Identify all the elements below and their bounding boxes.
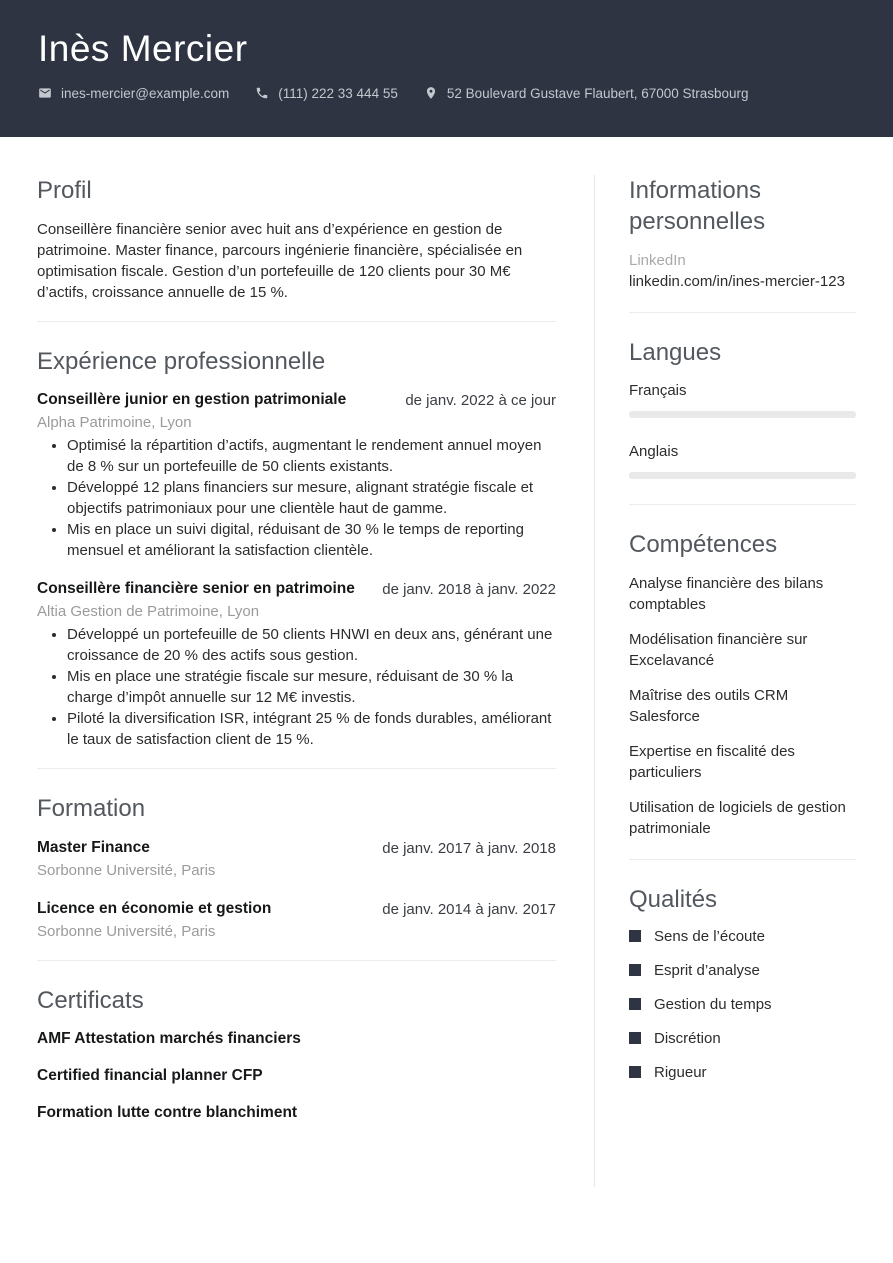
experience-entry-head [37,390,556,411]
personal-info-title: Informations personnelles [629,177,766,236]
section-divider [629,859,856,860]
quality-item [629,962,856,979]
degree-name: Licence en économie et gestion [37,899,272,917]
language-item [629,382,856,418]
school-name: Sorbonne Université, Paris [37,861,216,879]
section-divider [37,768,556,769]
section-divider [629,312,856,313]
quality-label: Sens de l’écoute [654,927,765,945]
job-bullet-list [67,435,556,561]
job-bullet: • Mis en place une stratégie fiscale sur mesure, réduisant de 30 % la charge d’impôt annuelle sur 12 M€ investis. [67,666,556,708]
quality-label: Discrétion [654,1029,721,1047]
section-divider [37,960,556,961]
job-company: Alpha Patrimoine, Lyon [37,414,192,432]
resume-body [0,137,893,1225]
certificate-item: Formation lutte contre blanchiment [37,1103,298,1121]
quality-label: Gestion du temps [654,995,772,1013]
qualities-title: Qualités [629,885,718,913]
section-education [37,793,556,941]
language-level-bar [629,472,856,479]
person-name: Inès Mercier [38,28,248,69]
contact-email [38,86,229,101]
job-dates: de janv. 2022 à ce jour [405,392,556,410]
quality-item [629,1030,856,1047]
degree-name: Master Finance [37,838,150,856]
section-personal-info [629,175,856,292]
job-role: Conseillère financière senior en patrimoine [37,580,355,598]
certificates-title: Certificats [37,986,144,1014]
contact-email-text: ines-mercier@example.com [61,85,230,101]
section-certificates [37,985,556,1124]
education-title: Formation [37,795,146,823]
contact-row [38,86,855,101]
envelope-icon [38,86,52,100]
section-skills [629,529,856,839]
square-bullet-icon [629,1066,641,1078]
certificate-item: Certified financial planner CFP [37,1066,263,1084]
job-bullet: • Développé un portefeuille de 50 clients HNWI en deux ans, générant une croissance de 20 % des actifs sous gestion. [67,624,556,666]
profile-text: Conseillère financière senior avec huit ans d’expérience en gestion de patrimoine. Master finance, parcours ingénierie financière, spécialisée en optimisation fiscale. Gestion d’un portefeuille de 120 clients pour 30 M€ d’actifs, croissance annuelle de 15 %. [37,221,523,302]
quality-item [629,1064,856,1081]
language-level-bar [629,411,856,418]
job-dates: de janv. 2018 à janv. 2022 [382,581,556,599]
location-pin-icon [424,86,438,100]
section-divider [37,321,556,322]
language-name: Français [629,381,687,399]
linkedin-label: LinkedIn [629,252,686,270]
education-entry [37,838,556,881]
contact-address-text: 52 Boulevard Gustave Flaubert, 67000 Strasbourg [446,85,749,101]
skill-item: Expertise en fiscalité des particuliers [629,742,795,781]
experience-title: Expérience professionnelle [37,348,326,376]
section-languages [629,337,856,478]
sidebar-column [594,175,856,1187]
skills-title: Compétences [629,530,778,558]
degree-dates: de janv. 2014 à janv. 2017 [382,900,556,918]
section-profile [37,175,556,303]
job-bullet: • Optimisé la répartition d’actifs, augmentant le rendement annuel moyen de 8 % sur un portefeuille de 50 clients existants. [67,435,556,477]
job-company: Altia Gestion de Patrimoine, Lyon [37,603,260,621]
quality-item [629,996,856,1013]
square-bullet-icon [629,1032,641,1044]
square-bullet-icon [629,930,641,942]
certificate-item: AMF Attestation marchés financiers [37,1029,301,1047]
language-item [629,443,856,479]
education-entry-head [37,899,556,920]
language-name: Anglais [629,442,679,460]
job-role: Conseillère junior en gestion patrimoniale [37,391,347,409]
quality-label: Rigueur [654,1063,707,1081]
experience-entry [37,390,556,561]
contact-phone-text: (111) 222 33 444 55 [278,85,398,101]
phone-icon [255,86,269,100]
job-bullet: • Piloté la diversification ISR, intégrant 25 % de fonds durables, améliorant le taux de satisfaction client de 15 %. [67,708,556,750]
main-column [37,175,556,1225]
contact-phone [255,86,398,101]
education-entry-head [37,838,556,859]
quality-label: Esprit d’analyse [654,961,760,979]
square-bullet-icon [629,998,641,1010]
section-qualities [629,884,856,1081]
skill-item: Utilisation de logiciels de gestion patrimoniale [629,798,846,837]
job-bullet: • Développé 12 plans financiers sur mesure, alignant stratégie fiscale et objectifs patrimoniaux pour une clientèle haut de gamme. [67,477,556,519]
resume-header [0,0,893,137]
degree-dates: de janv. 2017 à janv. 2018 [382,839,556,857]
section-experience [37,346,556,750]
profile-title: Profil [37,177,92,204]
education-entry [37,899,556,942]
job-bullet-list [67,624,556,750]
quality-item [629,928,856,945]
school-name: Sorbonne Université, Paris [37,922,216,940]
skill-item: Modélisation financière sur Excelavancé [629,630,808,669]
languages-title: Langues [629,339,722,367]
contact-address [424,86,749,101]
skill-item: Analyse financière des bilans comptables [629,574,824,613]
square-bullet-icon [629,964,641,976]
linkedin-value: linkedin.com/in/ines-mercier-123 [629,273,845,291]
experience-entry-head [37,579,556,600]
job-bullet: • Mis en place un suivi digital, réduisant de 30 % le temps de reporting mensuel et améliorant la satisfaction clientèle. [67,519,556,561]
experience-entry [37,579,556,750]
skill-item: Maîtrise des outils CRM Salesforce [629,686,789,725]
section-divider [629,504,856,505]
